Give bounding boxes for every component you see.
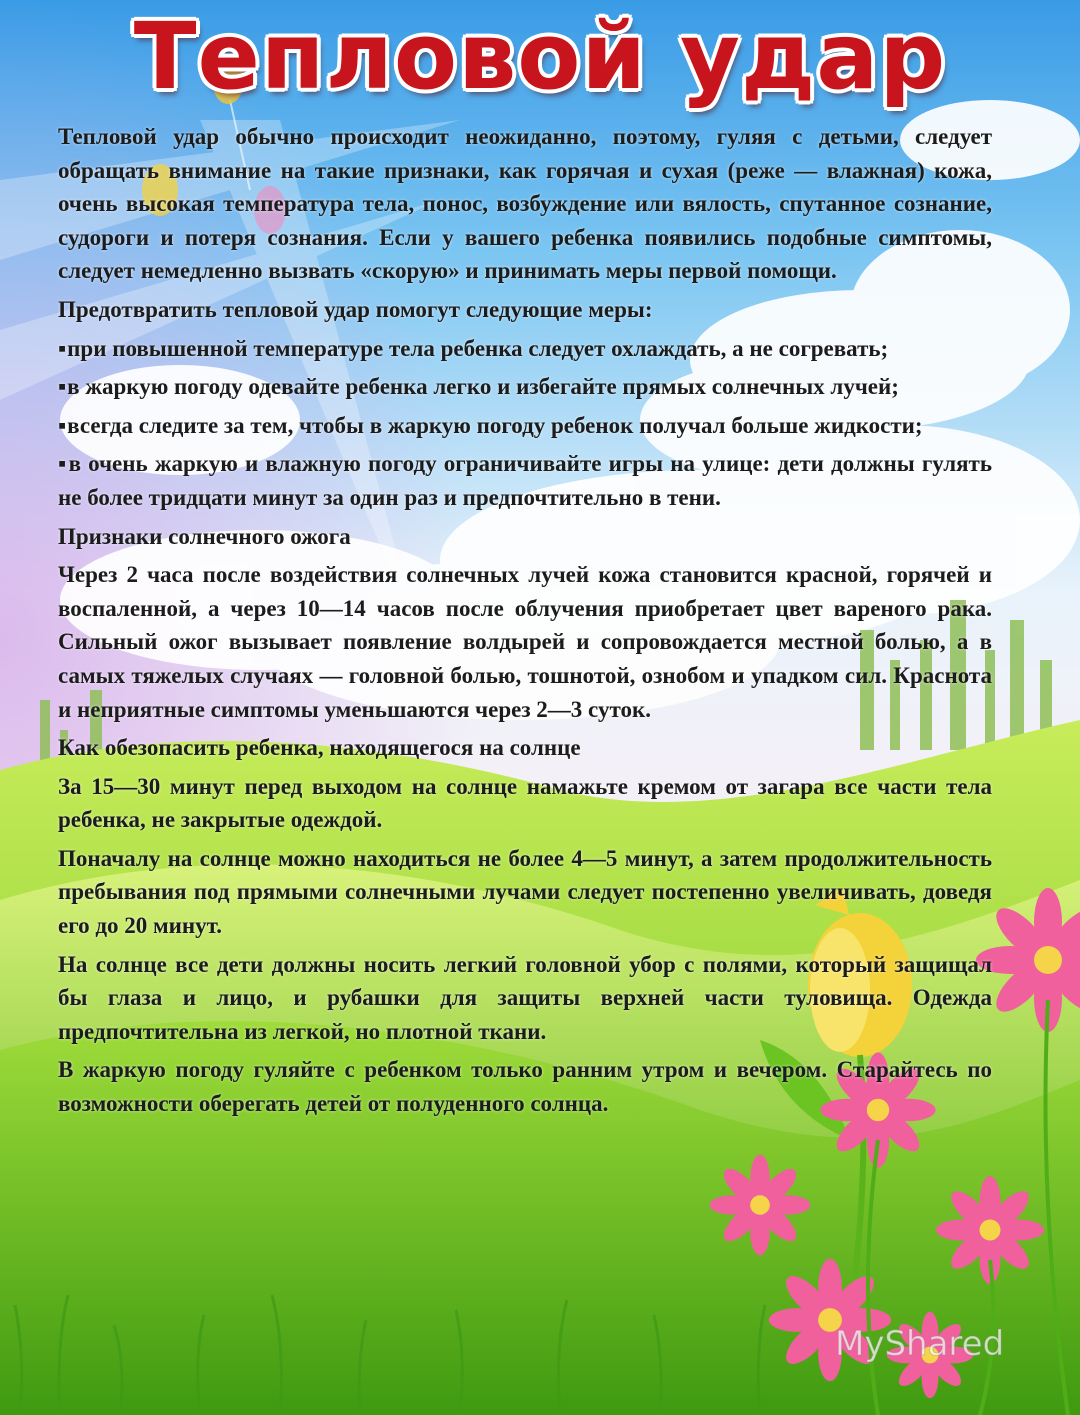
prevention-item: ▪ в очень жаркую и влажную погоду ограничивайте игры на улице: дети должны гулять не более тридцати минут за один раз и предпочтительно в тени. bbox=[58, 447, 992, 514]
sunburn-paragraph: Через 2 часа после воздействия солнечных лучей кожа становится красной, горячей и воспаленной, а через 10—14 часов после облучения приобретает цвет вареного рака. Сильный ожог вызывает появление волдырей и сопровождается местной болью, а в самых тяжелых случаях — головной болью, тошнотой, ознобом и упадком сил. Краснота и неприятные симптомы уменьшаются через 2—3 суток. bbox=[58, 562, 992, 722]
sunburn-heading: Признаки солнечного ожога bbox=[58, 523, 351, 549]
prevention-item: ▪ при повышенной температуре тела ребенка следует охлаждать, а не согревать; bbox=[58, 332, 992, 366]
article-body bbox=[58, 120, 992, 1126]
prevention-item: ▪ в жаркую погоду одевайте ребенка легко и избегайте прямых солнечных лучей; bbox=[58, 370, 992, 404]
protection-heading: Как обезопасить ребенка, находящегося на солнце bbox=[58, 735, 581, 761]
watermark: MyShared bbox=[835, 1324, 1005, 1364]
protection-paragraph: На солнце все дети должны носить легкий головной убор с полями, который защищал бы глаза и лицо, и рубашки для защиты верхней части туловища. Одежда предпочтительна из легкой, но плотной ткани. bbox=[58, 951, 992, 1044]
protection-paragraph: В жаркую погоду гуляйте с ребенком только ранним утром и вечером. Старайтесь по возможности оберегать детей от полуденного солнца. bbox=[58, 1057, 992, 1117]
intro-paragraph: Тепловой удар обычно происходит неожиданно, поэтому, гуляя с детьми, следует обращать внимание на такие признаки, как горячая и сухая (реже — влажная) кожа, очень высокая температура тела, понос, возбуждение или вялость, спутанное сознание, судороги и потеря сознания. Если у вашего ребенка появились подобные симптомы, следует немедленно вызвать «скорую» и принимать меры первой помощи. bbox=[58, 124, 992, 284]
page-title: Тепловой удар bbox=[133, 3, 947, 110]
protection-paragraph: Поначалу на солнце можно находиться не более 4—5 минут, а затем продолжительность пребывания под прямыми солнечными лучами следует постепенно увеличивать, доведя его до 20 минут. bbox=[58, 845, 992, 939]
prevention-item: ▪ всегда следите за тем, чтобы в жаркую погоду ребенок получал больше жидкости; bbox=[58, 409, 992, 443]
protection-paragraph: За 15—30 минут перед выходом на солнце намажьте кремом от загара все части тела ребенка, не закрытые одеждой. bbox=[58, 773, 992, 833]
prevention-heading: Предотвратить тепловой удар помогут следующие меры: bbox=[58, 296, 653, 322]
